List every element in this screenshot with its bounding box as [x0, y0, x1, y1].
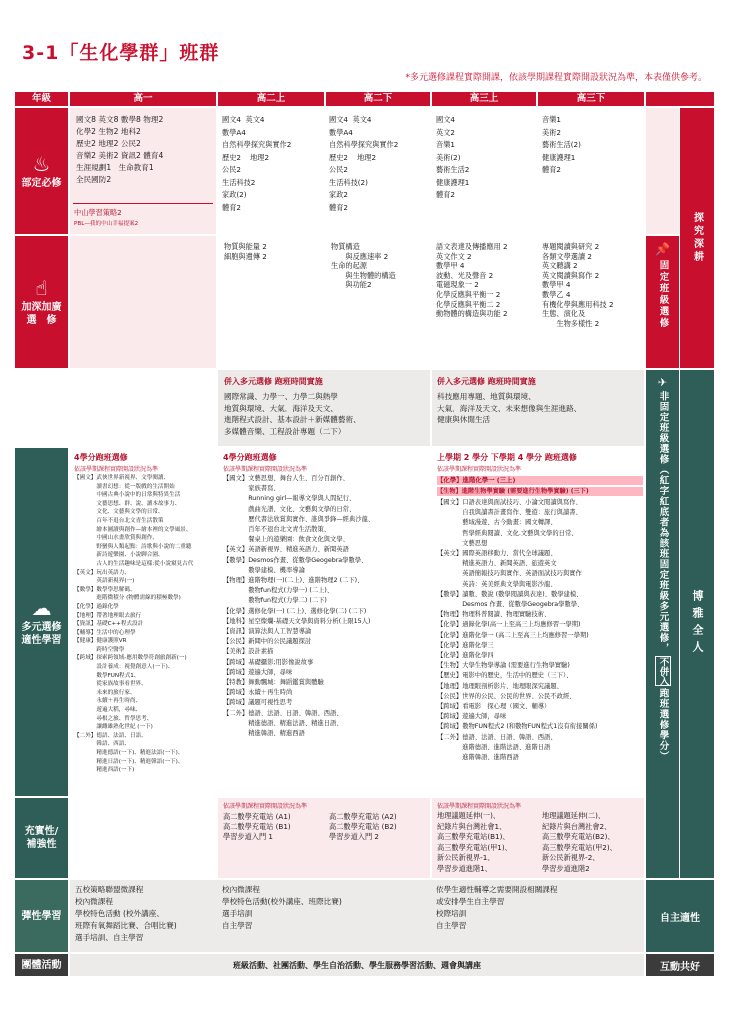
side-fixed-text: 固定班級選修: [657, 260, 669, 329]
flex-right: 自主適性: [646, 880, 714, 952]
row-label-multi-text: 多元選修 適性學習: [21, 622, 62, 646]
side-nonfixed-box: 不併入: [655, 656, 671, 687]
multi-g3-hl1: 【化學】進階化學一 (三上): [437, 476, 643, 485]
required-g1: 國文8 英文8 數學8 物理2 化學2 生物2 地科2 歷史2 地理2 公民2 音樂2 美術2 資訊2 體育4 生涯規劃1 生命教育1 全民國防2: [76, 115, 164, 184]
supplement-g3b: 地理議題延伸(二)、 紀錄片與台灣社會2、 高三數學充電站(B2)、 高三數學充電站(甲2)、 新公民新視界-2、 學習步道進階2: [542, 811, 617, 873]
row-label-flex-text: 彈性學習: [21, 910, 62, 922]
supplement-g2-sub: 依該學期課程實際開設狀況為準: [223, 803, 308, 810]
muscle-icon: ☝: [35, 276, 48, 300]
flex-g3: 依學生適性輔導之需要開設相關課程 或安排學生自主學習 校際培訓 自主學習: [436, 885, 558, 930]
side-nonfixed-text: 非固定班級選修（紅字紅底者為該班固定班級多元選修，: [657, 391, 669, 654]
deep-g2b: 物質構造 與反應速率 2 生命的起源 與生物體的構造 與功能2: [331, 242, 396, 290]
supplement-g2b: 高二數學充電站 (A2) 高二數學充電站 (B2) 學習步道入門 2: [329, 812, 397, 841]
deep-g3b: 專題閱讀與研究 2 各類文學選讀 2 英文聽講 2 英文閱讀與寫作 2 數學甲 4 數學乙 4 有機化學與應用科技 2 生態、演化及 生物多樣性 2: [542, 242, 614, 328]
header-g2a: 高二上: [218, 92, 324, 106]
side-explore: 探究深耕: [680, 108, 714, 368]
deep-g1-bg: [70, 236, 216, 368]
flex-g2: 校內微課程 學校特色活動(校外講座、班際比賽) 選手培訓 自主學習: [222, 885, 342, 930]
side-fixed: [646, 236, 679, 368]
supplement-g3a: 地理議題延伸(一)、 紀錄片與台灣社會1、 高三數學充電站(B1)、 高三數學充電站(甲1)、 新公民新視界-1、 學習步道進階1、: [437, 811, 512, 873]
multi-g1-bar: 4學分跑班選修: [74, 453, 128, 462]
row-label-supplement-text: 充實性/ 補強性: [24, 826, 59, 850]
side-blank-1: [646, 108, 679, 234]
deep-g2a: 物質與能量 2 細胞與遺傳 2: [224, 242, 267, 261]
required-g3a: 國文4 英文2 音樂1 美術(2) 藝術生活2 健康護理1 體育2: [436, 115, 470, 199]
flex-g1: 五校策略聯盟微課程 校內微課程 學校特色活動 (校外講座、 班際有氧舞蹈比賽、合唱比賽) 選手培訓、自主學習: [75, 885, 177, 942]
header-g2b: 高二下: [326, 92, 430, 106]
side-nonfixed-end: 跑班選修學分）: [657, 688, 669, 762]
required-g2a: 國文4 英文4 數學A4 自然科學探究與實作2 歷史2 地理2 公民2 生活科技2 家政(2) 體育2: [222, 115, 292, 212]
side-nonfixed: [646, 370, 679, 878]
concurrent-g2: 國際常識、力學一、力學二與熱學 地質與環境、大氣．海洋及天文、 進階程式設計、基本設計＋新媒體藝術、 多媒體音樂、工程設計專題（二下）: [224, 392, 361, 436]
row-label-group-text: 團體活動: [21, 959, 62, 971]
cloud-network-icon: ☁: [31, 596, 52, 620]
multi-g1: 【國文】武俠世界新視界、文學閱讀、 讀書幻想：從一版戲的生活開始 中國古典小說中的日常與特異生活 文藝思想、群、說、讀本故事力、 文化、文藝與文學的日常、 百年不退台北文青生活散策 繪本圖讀與創作—繪本裡的文學風景、 中國山水畫欣賞與創作、 野蠻與人類起點：詩歌與小說的二重聽 新詩遊樂園、小說聊合園、 古人的生活趣味是這樣:從小說窺見古代 【英文】玩出英語力、 英語新視界(一) 【數學】數學學思解碼、 進階微積分 (物體需線的積極數學) 【化學】過錄化學 【地理】帶著地理眼去旅行 【資訊】基礎C++程式設計 【輔導】生活中的心理學 【健康】健康護照VR 跨時空醫學 【跨域】探索跨領域-應用數學符創旅創新(一) 設計養成：視覺創意人(一下)、 數學FUN程式1、 從家族故事看世界、 未來的旅行家、 永續＋再生時尚、 遊遍大稻，尋味、 尋根之旅、哲學思考、 讓雌雄熟化世紀 (一下) 【二外】德語、法語、日語、 韓語、西語、 精進德語(一下)、精進法語(一下)、 精進日語(一下)、精進韓語(一下)、 精進西語(一下): [74, 475, 194, 774]
group-right: 互動共好: [646, 954, 714, 976]
group-content: 班級活動、社團活動、學生自治活動、學生服務學習活動、週會與講座: [70, 954, 644, 976]
multi-g3-sub: 依該學期課程實際開設狀況為準: [437, 466, 522, 473]
page-title: 3-1「生化學群」班群: [22, 42, 220, 64]
multi-g2-sub: 依該學期課程實際開設狀況為準: [223, 466, 308, 473]
multi-g1-sub: 依該學期課程實際開設狀況為準: [74, 466, 159, 473]
concurrent-g3-bar: 併入多元選修 跑班時間實施: [437, 377, 536, 386]
header-g3b: 高三下: [538, 92, 644, 106]
required-divider: [73, 203, 213, 204]
disclaimer-note: *多元選修課程實際開課，依該學期課程實際開設狀況為準，本表僅供參考。: [405, 73, 707, 83]
row-label-flex: [15, 880, 68, 952]
header-grade: 年級: [15, 92, 68, 106]
multi-g3-hl2: 【生物】進階生物學實驗 (需要進行生物學實驗) (三下): [437, 487, 643, 496]
multi-g3: 【國文】口語表達與面試技巧、小論文閱讀與寫作、 自我與讀書計畫寫作、雙遊：旅行與讀書、 藝域漫遊、古今動畫：國文轉譯、 哲學經典閱讀、文化.文藝與文學的日常、 文藝思想 【英文】國際英語移動力、當代全球議題、 精進英語力、新聞英語、旅遊英文 英語簡報技巧與實作、英語面試技巧與實作 英詩：英美經典文學與電影沙龍、 【數學】讀數、數說 (數學閱讀與表達)、數學建模、 Desmos 作畫、從數學Geogebra學數學、 【物理】物理科普閱讀、物理實驗技術、 【化學】過錄化學(高一上至高三上均應修習一學期) 【化學】進階化學一 (高二上至高三上均應修習一學期) 【化學】進階化學三 【化學】進階化學四 【生物】大學生物學導論 (需要進行生物學實驗) 【歷史】電影中的歷史，生活中的歷史（三下）、 【地理】地理眼剖析影片、地理眼深究議題、 【公民】世界的公民、公民的世界、公民不政經、 【跨域】看電影 探心理（國文、輔導） 【跨域】遊遍大師，尋味 【跨域】數物FUN程式2 (和數物FUN程式1沒有衔接關係) 【二外】德語、法語、日語、韓語、西語、 進階德語、進階法語、進階日語 進階韓語、進階西語: [437, 499, 598, 762]
row-label-deep: [15, 236, 68, 368]
multi-g2: 【國文】文藝思想、舞台人生、百分百創作、 家族書寫、 Running girl—報導文學與人間紀行、 戲曲光譜、文化、文藝與文學的日常、 歷代書法欣賞與實作、誰與爭鋒—經典沙龍、 百年不退台北文青生活散策、 餐桌上的遊樂園：飲食文化與文學、 【英文】英語新視界、精進英語力、新聞英語 【數學】Desmos作畫、從數學Geogebra學數學、 數學建模、機率導論 【物理】進階物理(一)(二上)、進階物理2 (二下)、 數物fun程式(力學一) (二上)、 數物fun程式(力學二) (二下) 【化學】選修化學(一) (二上)、選修化學(二) (二下) 【地科】星空燦爛-基礎天文學與資料分析(上限15人) 【資訊】演算法與人工智慧導論 【公民】新聞中的公民議題探討 【美術】設計素描 【跨域】基礎攝影;用影像說故事 【跨域】遊遍大師，尋味 【特教】舞動飄城：舞蹈鑑賞與體驗 【跨域】永續＋再生時尚 【跨域】議題可視性思考 【二外】德語、法語、日語、韓語、西語、 精進德語、精進法語、精進日語、 精進韓語、精進西語: [223, 475, 375, 738]
buddha-icon: ♨: [32, 151, 51, 176]
pin-icon: 📌: [655, 242, 670, 256]
multi-g3-bar: 上學期 2 學分 下學期 4 學分 跑班選修: [437, 453, 577, 462]
header-g3a: 高三上: [432, 92, 536, 106]
concurrent-g3: 科技應用專題、地質與環境、 大氣．海洋及天文、未來想像與生涯進路、 健康與休閒生活: [437, 392, 582, 424]
row-label-required-text: 部定必修: [21, 177, 62, 189]
header-right: [646, 92, 714, 106]
supplement-g2a: 高二數學充電站 (A1) 高二數學充電站 (B1) 學習步道入門 1: [223, 812, 291, 841]
paper-plane-icon: ✈: [657, 376, 668, 389]
row-label-multi: [15, 448, 68, 796]
required-g3b: 音樂1 美術2 藝術生活(2) 健康護理1 體育2: [542, 115, 581, 174]
required-g2b: 國文4 英文4 數學A4 自然科學探究與實作2 歷史2 地理2 公民2 生活科技(2) 家政2 體育2: [329, 115, 399, 212]
row-label-deep-text: 加深加廣 選 修: [21, 302, 62, 326]
concurrent-g2-bar: 併入多元選修 跑班時間實施: [224, 377, 323, 386]
multi-g2-bar: 4學分跑班選修: [223, 453, 277, 462]
concurrent-blank: [15, 370, 216, 446]
required-g1-extra2: PBL—我的中山幸福提案2: [74, 221, 139, 227]
header-g1: 高一: [70, 92, 216, 106]
supplement-g3-sub: 依該學期課程實際開設狀況為準: [437, 803, 522, 810]
row-label-supplement: [15, 798, 68, 878]
row-label-group: [15, 954, 68, 976]
row-label-required: [15, 108, 68, 234]
deep-g3a: 語文表達及傳播應用 2 英文作文 2 數學甲 4 波動、光及聲音 2 電磁現象一 2 化學反應與平衡一 2 化學反應與平衡二 2 動物體的構造與功能 2: [436, 242, 508, 319]
required-g1-extra: 中山學習策略2: [74, 208, 122, 217]
side-broad: 博雅全人: [680, 370, 714, 878]
